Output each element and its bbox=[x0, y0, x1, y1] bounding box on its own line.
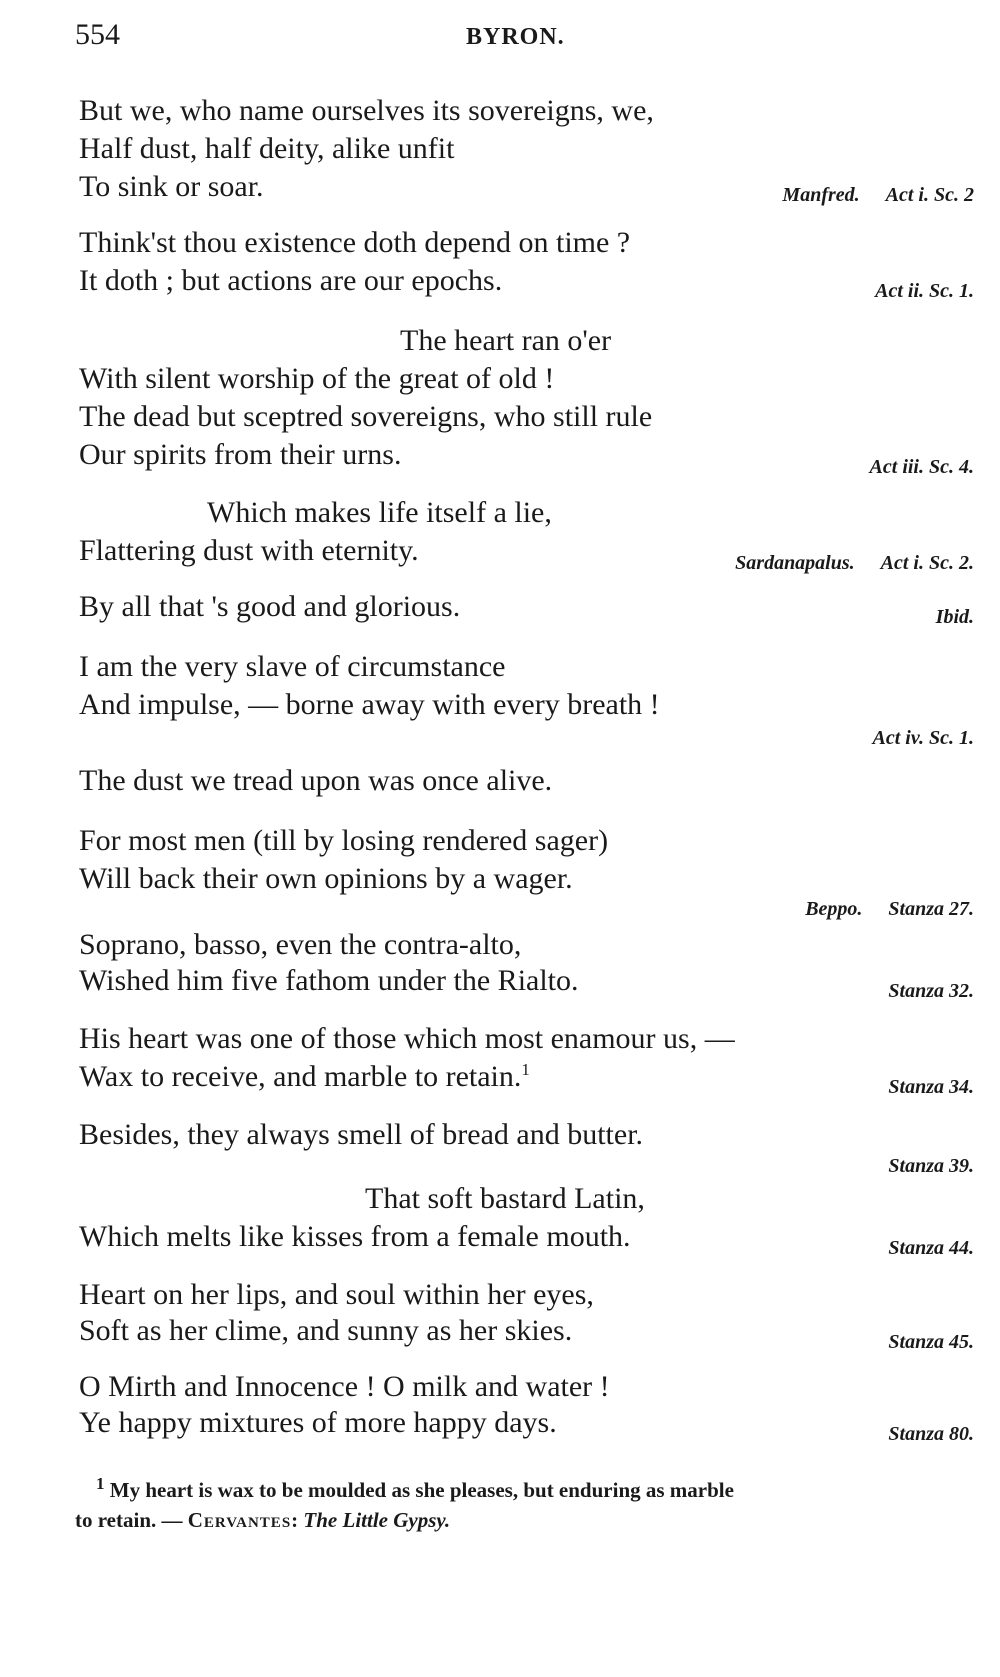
quote-line: To sink or soar. bbox=[79, 170, 264, 203]
quote-line: But we, who name ourselves its sovereigns, we, bbox=[79, 94, 654, 127]
quote-line: That soft bastard Latin, bbox=[365, 1182, 645, 1215]
quote-line: Think'st thou existence doth depend on time ? bbox=[79, 226, 631, 259]
footnote-marker: 1 bbox=[521, 1060, 530, 1079]
quote-line: Wax to receive, and marble to retain.$^1$ bbox=[79, 1060, 530, 1093]
citation-ref: Act iii. Sc. 4. bbox=[869, 456, 974, 478]
quote-citation bbox=[805, 897, 974, 921]
quote-line: His heart was one of those which most enamour us, — bbox=[79, 1022, 735, 1055]
citation-ref: Stanza 80. bbox=[888, 1423, 974, 1445]
citation-ref: Stanza 39. bbox=[888, 1155, 974, 1177]
page-number: 554 bbox=[75, 18, 120, 51]
quote-citation bbox=[888, 1330, 974, 1354]
quote-line: By all that 's good and glorious. bbox=[79, 590, 461, 623]
quote-line: And impulse, — borne away with every breath ! bbox=[79, 688, 660, 721]
quote-citation bbox=[870, 455, 974, 479]
quote-line: The dust we tread upon was once alive. bbox=[79, 764, 553, 797]
quote-citation bbox=[873, 726, 974, 750]
quote-line: O Mirth and Innocence ! O milk and water ! bbox=[79, 1370, 610, 1403]
citation-ref: Stanza 45. bbox=[888, 1331, 974, 1353]
quote-line: It doth ; but actions are our epochs. bbox=[79, 264, 503, 297]
footnote-work: The Little Gypsy. bbox=[303, 1508, 451, 1532]
footnote-line: to retain. — Cervantes: The Little Gypsy. bbox=[75, 1508, 451, 1532]
quote-citation bbox=[936, 605, 974, 629]
quote-line: Half dust, half deity, alike unfit bbox=[79, 132, 455, 165]
quote-citation bbox=[735, 551, 974, 575]
quote-line: Wished him five fathom under the Rialto. bbox=[79, 964, 579, 997]
quote-line: Flattering dust with eternity. bbox=[79, 534, 419, 567]
citation-ref: Act i. Sc. 2. bbox=[880, 552, 974, 574]
quote-citation bbox=[888, 1236, 974, 1260]
quote-citation bbox=[888, 1075, 974, 1099]
quote-line: I am the very slave of circumstance bbox=[79, 650, 506, 683]
quote-citation bbox=[782, 183, 974, 207]
quote-line: Ye happy mixtures of more happy days. bbox=[79, 1406, 557, 1439]
citation-ref: Ibid. bbox=[935, 606, 974, 628]
quote-line: Heart on her lips, and soul within her eyes, bbox=[79, 1278, 594, 1311]
quote-line: For most men (till by losing rendered sager) bbox=[79, 824, 609, 857]
citation-source: Manfred. bbox=[782, 184, 860, 206]
citation-ref: Stanza 32. bbox=[888, 980, 974, 1002]
citation-source: Sardanapalus. bbox=[735, 552, 855, 574]
quote-line: Soprano, basso, even the contra-alto, bbox=[79, 928, 522, 961]
quote-line: Besides, they always smell of bread and butter. bbox=[79, 1118, 644, 1151]
quote-line: The dead but sceptred sovereigns, who still rule bbox=[79, 400, 653, 433]
quote-citation bbox=[888, 1154, 974, 1178]
footnote-author: Cervantes bbox=[187, 1508, 292, 1532]
quote-citation bbox=[888, 979, 974, 1003]
quote-citation bbox=[875, 279, 974, 303]
footnote-line: $^1$ My heart is wax to be moulded as she pleases, but enduring as marble bbox=[96, 1474, 734, 1502]
quote-citation bbox=[888, 1422, 974, 1446]
running-title: BYRON. bbox=[466, 24, 565, 50]
footnote-number: 1 bbox=[96, 1474, 105, 1493]
quote-line: With silent worship of the great of old ! bbox=[79, 362, 555, 395]
citation-ref: Act iv. Sc. 1. bbox=[872, 727, 974, 749]
quote-line: Which melts like kisses from a female mouth. bbox=[79, 1220, 631, 1253]
quote-line: The heart ran o'er bbox=[400, 324, 612, 357]
citation-source: Beppo. bbox=[805, 898, 863, 920]
citation-ref: Stanza 34. bbox=[888, 1076, 974, 1098]
citation-ref: Stanza 27. bbox=[888, 898, 974, 920]
quote-line: Will back their own opinions by a wager. bbox=[79, 862, 573, 895]
citation-ref: Act i. Sc. 2 bbox=[885, 184, 974, 206]
quote-line: Soft as her clime, and sunny as her skies. bbox=[79, 1314, 573, 1347]
quote-line: Which makes life itself a lie, bbox=[207, 496, 552, 529]
quote-line: Our spirits from their urns. bbox=[79, 438, 402, 471]
citation-ref: Act ii. Sc. 1. bbox=[875, 280, 974, 302]
citation-ref: Stanza 44. bbox=[888, 1237, 974, 1259]
